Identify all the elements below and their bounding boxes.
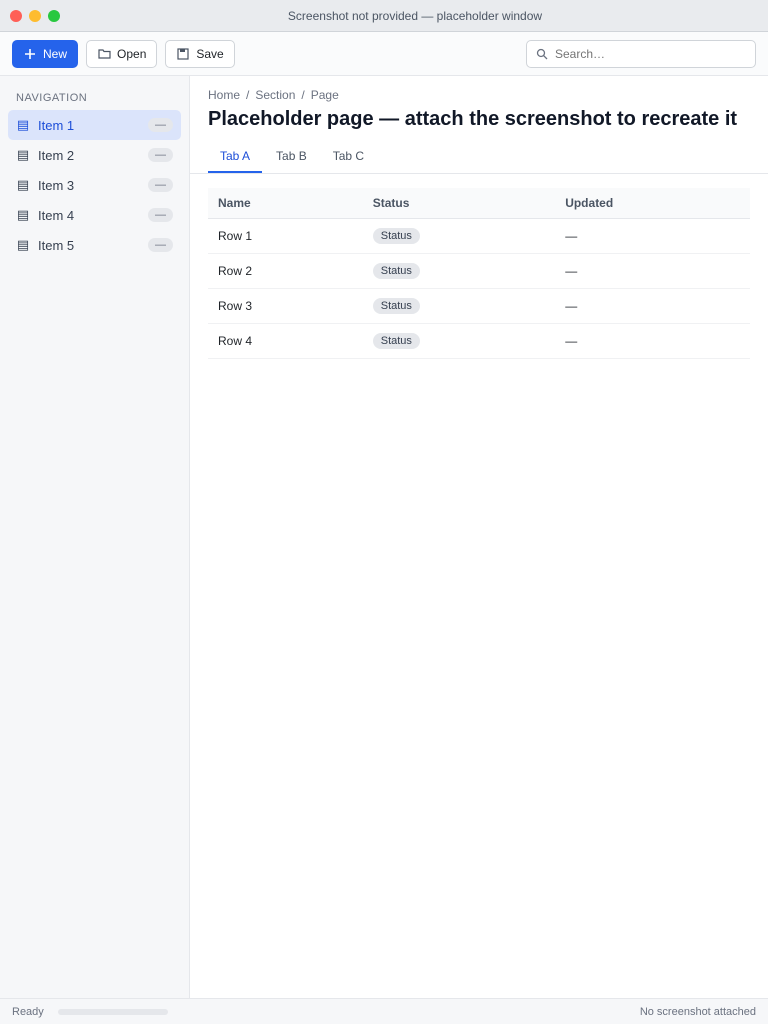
progress-bar: [58, 1009, 168, 1015]
page-icon: ▤: [16, 147, 30, 162]
page-icon: ▤: [16, 207, 30, 222]
maximize-window-button[interactable]: [48, 10, 60, 22]
tab-a[interactable]: Tab A: [208, 141, 262, 173]
save-button-label: Save: [196, 46, 224, 61]
page-icon: ▤: [16, 237, 30, 252]
close-window-button[interactable]: [10, 10, 22, 22]
search-icon: [535, 47, 549, 61]
table-row[interactable]: [208, 324, 750, 359]
new-button-label: New: [43, 46, 68, 61]
sidebar-item-label: Item 5: [38, 237, 75, 253]
plus-icon: [23, 47, 37, 61]
title-bar: [0, 0, 768, 32]
table-row[interactable]: [208, 254, 750, 289]
sidebar-item-3[interactable]: [8, 170, 181, 200]
column-header[interactable]: Updated: [555, 188, 750, 219]
data-table: [208, 188, 750, 359]
sidebar-item-label: Item 1: [38, 117, 75, 133]
table-cell: Row 2: [208, 254, 363, 289]
page-title: Placeholder page — attach the screenshot to recreate it: [208, 108, 738, 130]
table-cell: [363, 254, 555, 289]
status-right-text: No screenshot attached: [639, 1005, 756, 1018]
search-box: [526, 40, 756, 68]
status-badge: Status: [373, 263, 420, 279]
status-badge: Status: [373, 298, 420, 314]
main-content: [190, 76, 768, 998]
sidebar-item-count: —: [148, 178, 173, 192]
column-header[interactable]: Status: [363, 188, 555, 219]
window-title: Screenshot not provided — placeholder window: [287, 8, 543, 23]
search-input[interactable]: [555, 47, 747, 61]
toolbar: [0, 32, 768, 76]
save-button[interactable]: [165, 40, 234, 68]
breadcrumb-link[interactable]: Section: [255, 88, 296, 102]
status-bar: [0, 998, 768, 1024]
tab-b[interactable]: Tab B: [276, 149, 307, 163]
breadcrumb-current: Page: [310, 88, 339, 102]
page-icon: ▤: [16, 177, 30, 192]
table-cell: —: [555, 289, 750, 324]
sidebar-item-count: —: [148, 208, 173, 222]
status-badge: Status: [373, 228, 420, 244]
table-row[interactable]: [208, 219, 750, 254]
body: [0, 76, 768, 998]
breadcrumb-link[interactable]: Home: [208, 88, 241, 102]
table-cell: —: [555, 254, 750, 289]
sidebar-item-count: —: [148, 118, 173, 132]
sidebar-item-label: Item 3: [38, 177, 75, 193]
table-cell: Row 4: [208, 324, 363, 359]
sidebar-item-4[interactable]: [8, 200, 181, 230]
column-header[interactable]: Name: [208, 188, 363, 219]
table-cell: [363, 289, 555, 324]
sidebar-item-1[interactable]: [8, 110, 181, 140]
tab-bar: [190, 141, 768, 174]
breadcrumb-separator: /: [246, 88, 250, 102]
save-icon: [176, 47, 190, 61]
sidebar-item-label: Item 2: [38, 147, 75, 163]
sidebar-item-2[interactable]: [8, 140, 181, 170]
sidebar-item-label: Item 4: [38, 207, 75, 223]
table-cell: —: [555, 324, 750, 359]
status-text: Ready: [12, 1005, 44, 1018]
tab-c[interactable]: Tab C: [332, 149, 365, 163]
content-area: [190, 174, 768, 998]
open-button[interactable]: [86, 40, 157, 68]
folder-icon: [97, 47, 111, 61]
table-cell: [363, 219, 555, 254]
sidebar-item-count: —: [148, 148, 173, 162]
new-button[interactable]: [12, 40, 78, 68]
table-cell: Row 1: [208, 219, 363, 254]
table-cell: Row 3: [208, 289, 363, 324]
breadcrumb-separator: /: [301, 88, 305, 102]
minimize-window-button[interactable]: [29, 10, 41, 22]
open-button-label: Open: [117, 46, 147, 61]
table-cell: —: [555, 219, 750, 254]
sidebar-item-count: —: [148, 238, 173, 252]
sidebar: [0, 76, 190, 998]
table-row[interactable]: [208, 289, 750, 324]
sidebar-heading: NAVIGATION: [16, 92, 88, 104]
table-header-row: [208, 188, 750, 219]
status-badge: Status: [373, 333, 420, 349]
sidebar-item-5[interactable]: [8, 230, 181, 260]
table-cell: [363, 324, 555, 359]
page-icon: ▤: [16, 117, 30, 132]
window-controls: [10, 10, 60, 22]
breadcrumb: [190, 76, 768, 106]
